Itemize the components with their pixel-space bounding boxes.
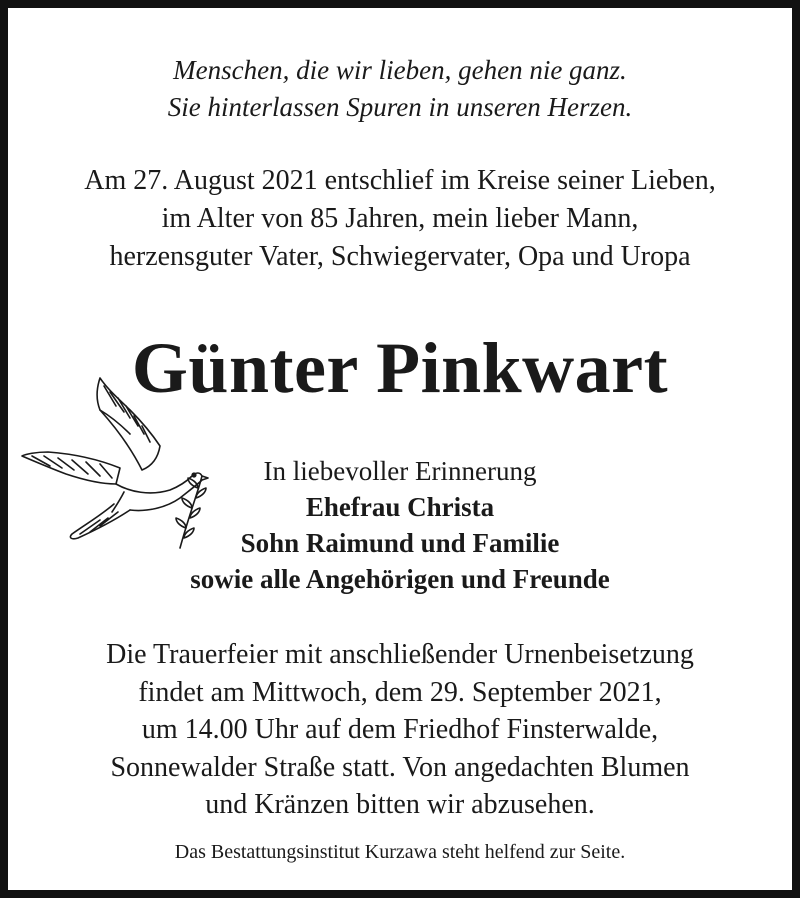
- ceremony-line: Sonnewalder Straße statt. Von angedachten Blumen: [110, 751, 690, 783]
- intro-line: Am 27. August 2021 entschlief im Kreise seiner Lieben,: [84, 165, 716, 196]
- deceased-name: Günter Pinkwart: [131, 328, 669, 408]
- ceremony-line: Die Trauerfeier mit anschließender Urnenbeisetzung: [106, 639, 694, 670]
- ceremony-line: und Kränzen bitten wir abzusehen.: [205, 789, 595, 820]
- funeral-details: [0, 636, 800, 824]
- death-announcement: [0, 162, 800, 276]
- ceremony-line: findet am Mittwoch, dem 29. September 2021,: [138, 676, 662, 708]
- ceremony-line: um 14.00 Uhr auf dem Friedhof Finsterwalde,: [141, 714, 659, 745]
- mourners-heading: In liebevoller Erinnerung: [263, 456, 537, 486]
- intro-line: herzensguter Vater, Schwiegervater, Opa und Uropa: [109, 241, 691, 272]
- motto-line: Sie hinterlassen Spuren in unseren Herzen.: [167, 92, 633, 122]
- motto: [0, 52, 800, 126]
- funeral-home-note: Das Bestattungsinstitut Kurzawa steht helfend zur Seite.: [174, 841, 626, 863]
- mourners-block: [0, 453, 800, 597]
- intro-line: im Alter von 85 Jahren, mein lieber Mann,: [161, 203, 639, 234]
- mourner-line: Ehefrau Christa: [305, 492, 495, 522]
- mourner-line: Sohn Raimund und Familie: [240, 528, 560, 558]
- mourner-line: sowie alle Angehörigen und Freunde: [190, 564, 610, 594]
- motto-line: Menschen, die wir lieben, gehen nie ganz.: [173, 55, 627, 85]
